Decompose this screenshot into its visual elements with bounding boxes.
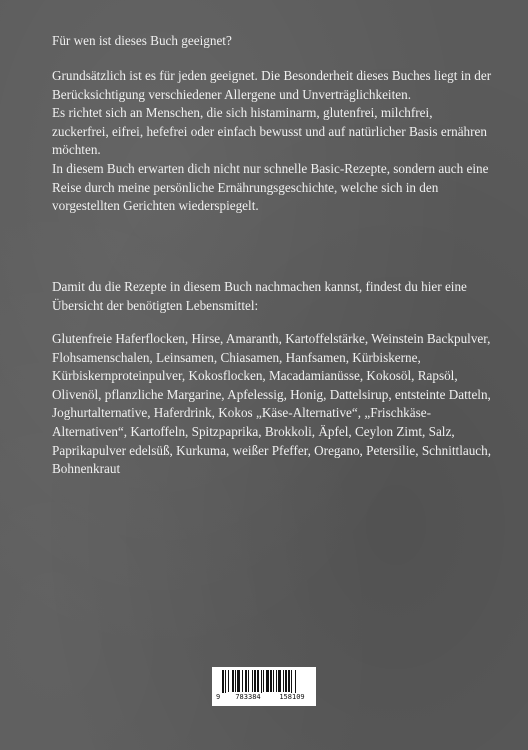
- barcode-bar: [245, 670, 247, 692]
- barcode-bar: [242, 670, 243, 692]
- barcode-bar: [288, 670, 290, 692]
- section-heading: [52, 32, 492, 51]
- intro-paragraph: In diesem Buch erwarten dich nicht nur schnelle Basic-Rezepte, sondern auch eine Reise durch meine persönliche Ernährungsgeschichte, welche sich in den vorgestellten Gerichten wiederspiegelt.: [52, 160, 489, 214]
- barcode-bar: [266, 670, 269, 692]
- lead-text: Damit du die Rezepte in diesem Buch nachmachen kannst, findest du hier eine Übersicht der benötigten Lebensmittel:: [52, 279, 467, 313]
- barcode-bar: [232, 670, 234, 692]
- ingredients-text: Glutenfreie Haferflocken, Hirse, Amaranth, Kartoffelstärke, Weinstein Backpulver, Flohsamenschalen, Leinsamen, Chiasamen, Hanfsamen, Kürbiskerne, Kürbiskernproteinpulver, Kokosflocken, Macadamianüsse, Kokosöl, Rapsöl, Olivenöl, pflanzliche Margarine, Apfelessig, Honig, Dattelsirup, entsteinte Datteln, Joghurtalternative, Haferdrink, Kokos „Käse-Alternative“, „Frischkäse-Alternativen“, Kartoffeln, Spitzpaprika, Brokkoli, Äpfel, Ceylon Zimt, Salz, Paprikapulver edelsüß, Kurkuma, weißer Pfeffer, Oregano, Petersilie, Schnittlauch, Bohnenkraut: [52, 331, 492, 477]
- barcode-bar: [285, 670, 287, 692]
- intro-paragraph: Grundsätzlich ist es für jeden geeignet. Die Besonderheit dieses Buches liegt in der Berücksichtigung verschiedener Allergene und Unverträglichkeiten.: [52, 68, 492, 102]
- isbn-barcode: [212, 667, 316, 706]
- barcode-bar: [276, 670, 277, 692]
- barcode-bar: [248, 670, 249, 692]
- barcode-digit-first: 9: [216, 693, 221, 701]
- barcode-bar: [254, 670, 256, 692]
- barcode-bar: [270, 670, 272, 692]
- barcode-bar: [263, 670, 264, 692]
- intro-paragraph: Es richtet sich an Menschen, die sich histaminarm, glutenfrei, milchfrei, zuckerfrei, eifrei, hefefrei oder einfach bewusst und auf natürlicher Basis ernähren möchten.: [52, 105, 487, 158]
- intro-paragraphs: [52, 67, 492, 216]
- barcode-digits-right: 158109: [279, 693, 305, 701]
- barcode-bar: [278, 670, 281, 692]
- barcode-bar: [273, 670, 274, 692]
- barcode-bars: [216, 670, 312, 692]
- barcode-digits: [216, 693, 312, 701]
- ingredients-lead: [52, 278, 492, 315]
- barcode-bar: [257, 670, 259, 692]
- barcode-bar: [237, 670, 240, 692]
- heading-text: Für wen ist dieses Buch geeignet?: [52, 33, 232, 48]
- barcode-digits-left: 783384: [235, 693, 261, 701]
- barcode-bar: [283, 670, 284, 692]
- barcode-bar: [252, 670, 253, 692]
- ingredients-list: [52, 330, 492, 479]
- barcode-bar: [235, 670, 236, 692]
- barcode-bar: [228, 670, 229, 692]
